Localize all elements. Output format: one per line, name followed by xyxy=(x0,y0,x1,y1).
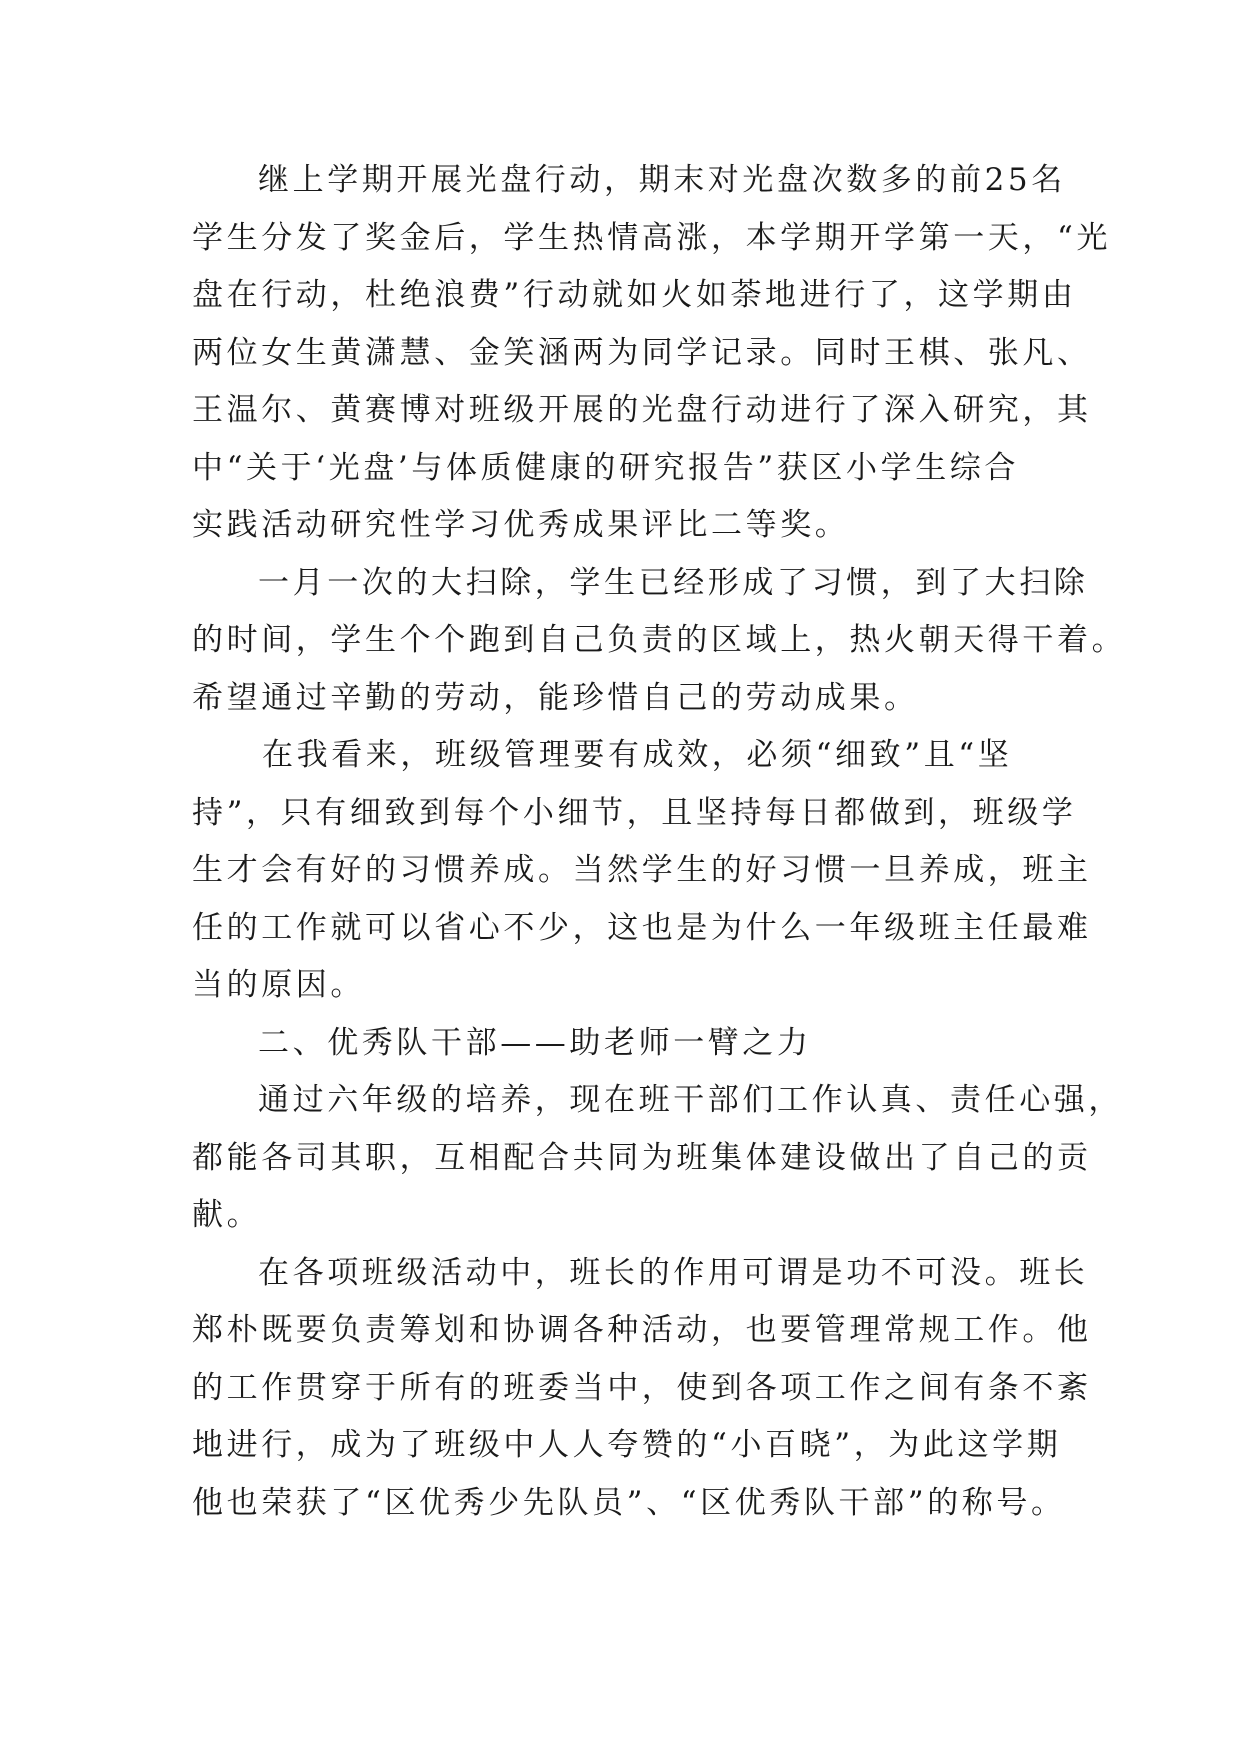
section-heading: 二、优秀队干部——助老师一臂之力 xyxy=(258,1024,812,1061)
text-line: 在我看来，班级管理要有成效，必须“细致”且“坚 xyxy=(262,737,1013,773)
text-line: 在各项班级活动中，班长的作用可谓是功不可没。班长 xyxy=(258,1254,1089,1291)
document-body xyxy=(192,152,1127,1532)
text-line: 的工作贯穿于所有的班委当中，使到各项工作之间有条不紊 xyxy=(192,1369,1092,1406)
text-line: 地进行，成为了班级中人人夸赞的“小百晓”，为此这学期 xyxy=(192,1427,1062,1463)
text-line: 都能各司其职，互相配合共同为班集体建设做出了自己的贡 xyxy=(192,1139,1092,1176)
text-line: 通过六年级的培养，现在班干部们工作认真、责任心强， xyxy=(258,1082,1123,1118)
text-line: 一月一次的大扫除，学生已经形成了习惯，到了大扫除 xyxy=(258,564,1089,601)
text-line: 生才会有好的习惯养成。当然学生的好习惯一旦养成，班主 xyxy=(192,852,1092,888)
text-line: 献。 xyxy=(192,1197,262,1233)
text-line: 学生分发了奖金后，学生热情高涨，本学期开学第一天，“光 xyxy=(192,219,1112,256)
text-line: 的时间，学生个个跑到自己负责的区域上，热火朝天得干着。 xyxy=(192,622,1127,658)
text-line: 持”，只有细致到每个小细节，且坚持每日都做到，班级学 xyxy=(192,794,1077,831)
text-line: 当的原因。 xyxy=(192,967,365,1003)
text-line: 希望通过辛勤的劳动，能珍惜自己的劳动成果。 xyxy=(192,679,919,716)
text-line: 两位女生黄潇慧、金笑涵两为同学记录。同时王棋、张凡、 xyxy=(192,334,1092,371)
text-line: 他也荣获了“区优秀少先队员”、“区优秀队干部”的称号。 xyxy=(192,1484,1066,1521)
text-line: 中“关于‘光盘’与体质健康的研究报告”获区小学生综合 xyxy=(192,449,1020,486)
text-line: 继上学期开展光盘行动，期末对光盘次数多的前25名 xyxy=(258,162,1066,198)
text-line: 盘在行动，杜绝浪费”行动就如火如荼地进行了，这学期由 xyxy=(192,277,1077,313)
text-line: 实践活动研究性学习优秀成果评比二等奖。 xyxy=(192,507,850,543)
text-line: 王温尔、黄赛博对班级开展的光盘行动进行了深入研究，其 xyxy=(192,392,1092,428)
text-line: 郑朴既要负责筹划和协调各种活动，也要管理常规工作。他 xyxy=(192,1312,1092,1348)
text-line: 任的工作就可以省心不少，这也是为什么一年级班主任最难 xyxy=(192,909,1092,946)
